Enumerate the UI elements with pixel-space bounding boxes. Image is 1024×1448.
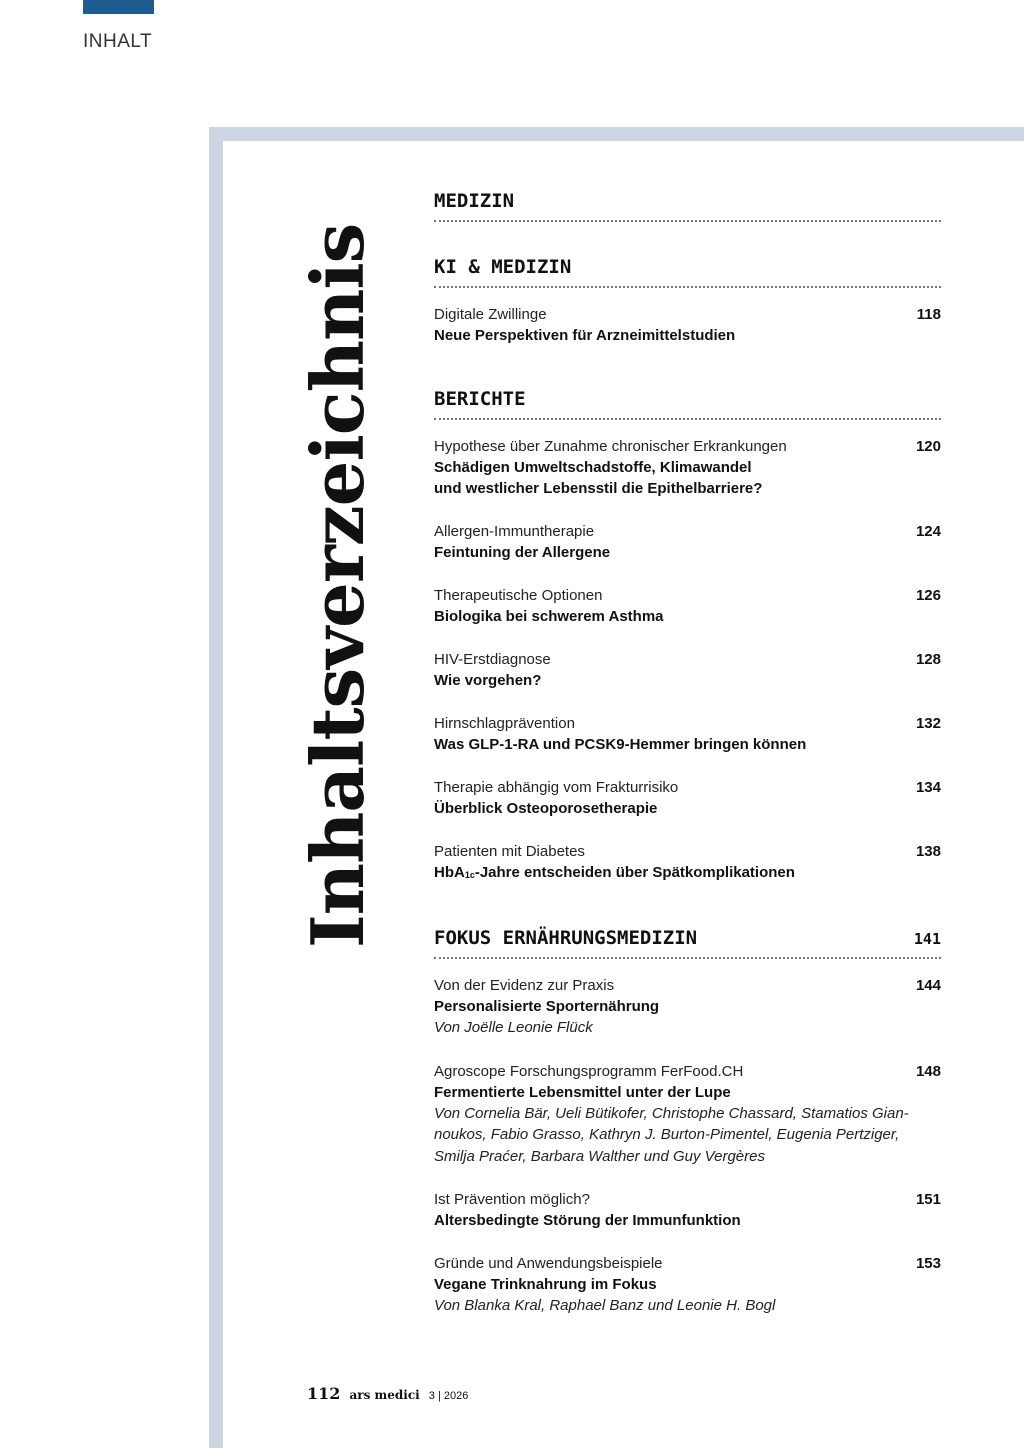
entry-title: Neue Perspektiven für Arzneimittelstudien: [434, 327, 736, 344]
table-of-contents: [434, 190, 941, 1317]
entry-authors-line3: Smilja Praćer, Barbara Walther und Guy Vergères: [434, 1147, 765, 1165]
entry-kicker: Gründe und Anwendungsbeispiele: [434, 1255, 663, 1272]
toc-entry[interactable]: [434, 1253, 941, 1317]
toc-entry[interactable]: [434, 585, 941, 627]
entry-page: 144: [915, 977, 941, 994]
entry-page: 153: [915, 1255, 941, 1272]
section-heading-medizin: MEDIZIN: [434, 190, 941, 222]
entry-title: HbA$_{1c}$-Jahre entscheiden über Spätkomplikationen: [434, 864, 795, 881]
section-heading-fokus: FOKUS ERNÄHRUNGSMEDIZIN 141: [434, 927, 941, 959]
entry-page: 151: [915, 1191, 941, 1208]
entry-title: Altersbedingte Störung der Immunfunktion: [434, 1212, 741, 1229]
entry-page: 134: [915, 779, 941, 796]
entry-kicker: Hirnschlagprävention: [434, 715, 575, 732]
entry-kicker: Ist Prävention möglich?: [434, 1191, 590, 1208]
footer-page-number: 112: [307, 1384, 341, 1403]
entry-title: Wie vorgehen?: [434, 672, 542, 689]
entry-authors: Von Joëlle Leonie Flück: [434, 1019, 593, 1036]
frame-top-border: [209, 127, 1024, 141]
entry-kicker: HIV-Erstdiagnose: [434, 651, 551, 668]
frame-left-border: [209, 127, 223, 1448]
entry-title: Personalisierte Sporternährung: [434, 998, 660, 1015]
entry-kicker: Hypothese über Zunahme chronischer Erkrankungen: [434, 438, 787, 455]
entry-authors-line1: Von Cornelia Bär, Ueli Bütikofer, Christophe Chassard, Stamatios Gian-: [434, 1104, 909, 1122]
toc-entry[interactable]: [434, 1061, 941, 1168]
toc-entry[interactable]: [434, 649, 941, 691]
entry-kicker: Patienten mit Diabetes: [434, 843, 585, 860]
section-heading-berichte: BERICHTE: [434, 388, 941, 420]
entry-kicker: Allergen-Immuntherapie: [434, 523, 595, 540]
entry-title: Was GLP-1-RA und PCSK9-Hemmer bringen können: [434, 736, 807, 753]
entry-title-line2: und westlicher Lebensstil die Epithelbarriere?: [434, 480, 763, 497]
entry-kicker: Von der Evidenz zur Praxis: [434, 977, 615, 994]
entry-authors: Von Blanka Kral, Raphael Banz und Leonie H. Bogl: [434, 1297, 776, 1314]
toc-entry[interactable]: [434, 521, 941, 563]
toc-entry[interactable]: [434, 304, 941, 346]
entry-title: Feintuning der Allergene: [434, 544, 611, 561]
entry-page: 120: [915, 438, 941, 455]
entry-page: 128: [915, 651, 941, 668]
vertical-title: Inhaltsverzeichnis: [295, 223, 380, 948]
entry-page: 124: [915, 523, 941, 540]
section-tag: INHALT: [83, 31, 153, 52]
toc-entry[interactable]: [434, 841, 941, 885]
footer-issue: 3 | 2026: [428, 1390, 469, 1402]
toc-entry[interactable]: [434, 777, 941, 819]
entry-kicker: Agroscope Forschungsprogramm FerFood.CH: [434, 1062, 744, 1080]
toc-entry[interactable]: [434, 975, 941, 1039]
footer-magazine: ars medici: [349, 1388, 420, 1402]
entry-title-line1: Schädigen Umweltschadstoffe, Klimawandel: [434, 459, 752, 476]
toc-entry[interactable]: [434, 1189, 941, 1231]
section-heading-ki-medizin: KI & MEDIZIN: [434, 256, 941, 288]
entry-page: 118: [916, 306, 941, 323]
entry-page: 126: [915, 587, 941, 604]
entry-kicker: Therapeutische Optionen: [434, 587, 603, 604]
toc-entry[interactable]: [434, 436, 941, 499]
entry-kicker: Therapie abhängig vom Frakturrisiko: [434, 779, 679, 796]
entry-kicker: Digitale Zwillinge: [434, 306, 547, 323]
entry-page: 132: [915, 715, 941, 732]
entry-page: 148: [915, 1062, 941, 1080]
toc-entry[interactable]: [434, 713, 941, 755]
entry-page: 138: [915, 843, 941, 860]
entry-title: Überblick Osteoporosetherapie: [434, 800, 658, 817]
page-footer: [307, 1384, 468, 1403]
entry-title: Fermentierte Lebensmittel unter der Lupe: [434, 1083, 731, 1101]
entry-authors-line2: noukos, Fabio Grasso, Kathryn J. Burton-Pimentel, Eugenia Pertziger,: [434, 1126, 900, 1143]
entry-title: Vegane Trinknahrung im Fokus: [434, 1276, 657, 1293]
top-accent-bar: [83, 0, 154, 14]
section-page: 141: [913, 930, 941, 948]
entry-title: Biologika bei schwerem Asthma: [434, 608, 664, 625]
